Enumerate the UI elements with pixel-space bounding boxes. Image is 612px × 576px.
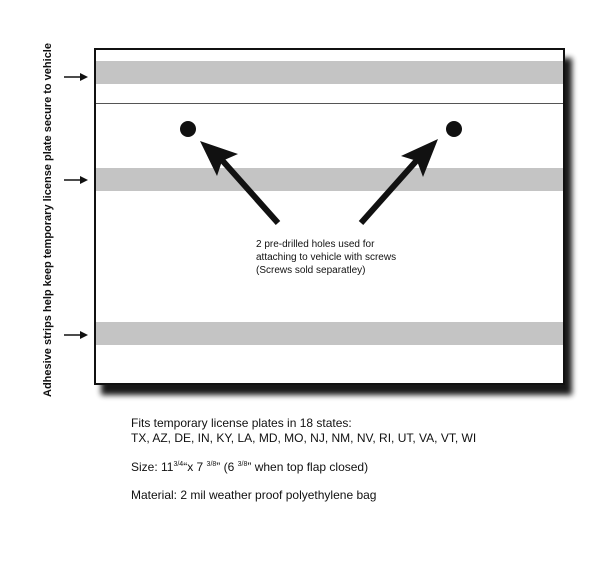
plate-bag — [94, 48, 565, 385]
size-closed-fraction: 3/8 — [237, 461, 248, 468]
strip-1-pointer-arrow-icon — [64, 71, 88, 83]
size-height-fraction: 3/8 — [206, 461, 217, 468]
right-hole-arrow-icon — [361, 139, 438, 223]
hole-note-line-1: 2 pre-drilled holes used for — [256, 239, 375, 250]
left-hole-icon — [180, 121, 196, 137]
hole-note-line-3: (Screws sold separatley) — [256, 265, 366, 276]
material-line: Material: 2 mil weather proof polyethylene bag — [131, 488, 377, 502]
size-prefix: Size: 11 — [131, 460, 174, 474]
pre-drilled-holes-note — [256, 238, 456, 277]
size-mid-2: ” (6 — [216, 460, 238, 474]
strip-3-pointer-arrow-icon — [64, 329, 88, 341]
plate-bag-illustration — [94, 48, 565, 385]
states-list: TX, AZ, DE, IN, KY, LA, MD, MO, NJ, NM, NV, RI, UT, VA, VT, WI — [131, 431, 477, 445]
fits-heading: Fits temporary license plates in 18 states: — [131, 416, 352, 430]
adhesive-strips-label: Adhesive strips help keep temporary license plate secure to vehicle — [42, 43, 54, 397]
size-suffix: ” when top flap closed) — [247, 460, 369, 474]
hole-diagram — [96, 50, 563, 383]
left-hole-arrow-icon — [200, 141, 278, 223]
product-info — [131, 416, 571, 503]
size-mid: “x 7 — [183, 460, 207, 474]
size-width-fraction: 3/4 — [173, 461, 184, 468]
size-line — [131, 460, 571, 475]
strip-2-pointer-arrow-icon — [64, 174, 88, 186]
hole-note-line-2: attaching to vehicle with screws — [256, 252, 397, 263]
right-hole-icon — [446, 121, 462, 137]
